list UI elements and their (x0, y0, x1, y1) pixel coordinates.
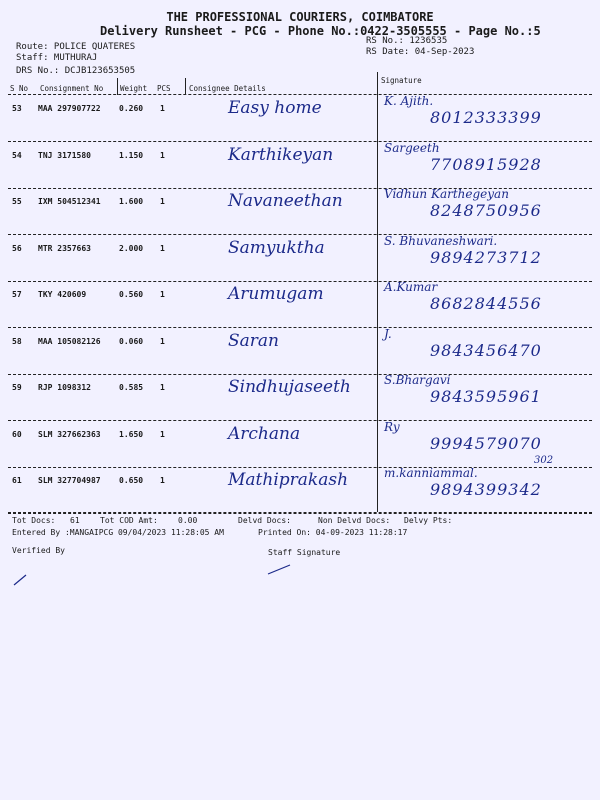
entered-by: Entered By :MANGAIPCG 09/04/2023 11:28:05 AM (12, 528, 224, 537)
col-pcs-header: PCS (157, 84, 171, 93)
runsheet-subtitle: Delivery Runsheet - PCG - Phone No.:0422-3505555 - Page No.:5 (100, 24, 541, 38)
row-sno: 56 (12, 244, 22, 253)
pen-tick-mark (14, 575, 26, 585)
col-sno-header: S No (10, 84, 29, 93)
row-weight: 1.650 (119, 430, 144, 439)
row-signature-name: Sargeeth (384, 141, 440, 155)
rs-number: RS No.: 1236535 (366, 36, 448, 46)
row-sno: 60 (12, 430, 22, 439)
row-signature-name: J. (384, 327, 392, 341)
row-signature-phone: 9843595961 (430, 387, 542, 406)
row-consignment-no: SLM 327662363 (38, 430, 101, 439)
non-delvd-docs-label: Non Delvd Docs: (318, 516, 391, 525)
row-signature-phone: 7708915928 (430, 155, 542, 174)
row-consignee-name: Sindhujaseeth (228, 377, 351, 397)
row-weight: 0.260 (119, 104, 144, 113)
row-signature-phone: 8248750956 (430, 201, 542, 220)
row-signature-phone: 9994579070 (430, 434, 542, 453)
row-weight: 1.150 (119, 151, 144, 160)
tot-cod-value: 0.00 (178, 516, 198, 525)
row-signature-name: m.kanniammal. (384, 466, 478, 480)
drs-number: DRS No.: DCJB123653505 (16, 66, 136, 76)
row-sno: 53 (12, 104, 22, 113)
row-pcs: 1 (160, 290, 165, 299)
tot-docs-label: Tot Docs: (12, 516, 56, 525)
row-weight: 1.600 (119, 197, 144, 206)
col-weight-header: Weight (120, 84, 148, 93)
row-sno: 54 (12, 151, 22, 160)
rs-date: RS Date: 04-Sep-2023 (366, 47, 475, 57)
row-consignment-no: SLM 327704987 (38, 476, 101, 485)
row-pcs: 1 (160, 430, 165, 439)
row-consignment-no: TKY 420609 (38, 290, 87, 299)
row-sno: 58 (12, 337, 22, 346)
row-consignment-no: MAA 105082126 (38, 337, 101, 346)
col-consignment-header: Consignment No (40, 84, 104, 93)
company-title: THE PROFESSIONAL COURIERS, COIMBATORE (166, 10, 434, 24)
row-signature-phone: 9894399342 (430, 480, 542, 499)
row-sno: 61 (12, 476, 22, 485)
row-consignee-name: Karthikeyan (228, 145, 334, 165)
row-pcs: 1 (160, 476, 165, 485)
row-consignment-no: IXM 504512341 (38, 197, 101, 206)
row-sno: 55 (12, 197, 22, 206)
row-weight: 0.650 (119, 476, 144, 485)
tot-cod-label: Tot COD Amt: (100, 516, 158, 525)
row-signature-name: K. Ajith. (384, 94, 434, 108)
row-weight: 2.000 (119, 244, 144, 253)
row-consignee-name: Mathiprakash (228, 470, 349, 490)
route-label: Route: POLICE QUATERES (16, 42, 136, 52)
row-consignee-name: Navaneethan (228, 191, 343, 211)
row-consignee-name: Samyuktha (228, 238, 325, 258)
row-consignment-no: MTR 2357663 (38, 244, 91, 253)
row-pcs: 1 (160, 104, 165, 113)
row-consignee-name: Archana (228, 424, 301, 444)
row-pcs: 1 (160, 197, 165, 206)
printed-on: Printed On: 04-09-2023 11:28:17 (258, 528, 408, 537)
row-pcs: 1 (160, 244, 165, 253)
row-signature-name: S.Bhargavi (384, 373, 451, 387)
row-signature-phone: 8012333399 (430, 108, 542, 127)
row-consignment-no: MAA 297907722 (38, 104, 101, 113)
row-pcs: 1 (160, 151, 165, 160)
verified-by-label: Verified By (12, 546, 65, 555)
row-signature-name: Ry (384, 420, 400, 434)
row-signature-phone: 8682844556 (430, 294, 542, 313)
staff-label: Staff: MUTHURAJ (16, 53, 98, 63)
row-weight: 0.560 (119, 290, 144, 299)
col-signature-header: Signature (381, 76, 422, 85)
row-consignment-no: RJP 1098312 (38, 383, 91, 392)
row-signature-phone: 9843456470 (430, 341, 542, 360)
row-pcs: 1 (160, 383, 165, 392)
row-signature-name: Vidhun Karthegeyan (384, 187, 509, 201)
staff-signature-label: Staff Signature (268, 548, 341, 557)
col-consignee-header: Consignee Details (189, 84, 266, 93)
row-consignee-name: Saran (228, 331, 279, 351)
pen-tick-mark (268, 565, 290, 574)
row-signature-name: S. Bhuvaneshwari. (384, 234, 498, 248)
row-pcs: 1 (160, 337, 165, 346)
delvy-pts-label: Delvy Pts: (404, 516, 453, 525)
row-consignee-name: Easy home (228, 98, 322, 118)
delvd-docs-label: Delvd Docs: (238, 516, 291, 525)
row-signature-name: A.Kumar (384, 280, 438, 294)
row-weight: 0.585 (119, 383, 144, 392)
row-annotation: 302 (534, 455, 554, 466)
row-weight: 0.060 (119, 337, 144, 346)
row-consignee-name: Arumugam (228, 284, 324, 304)
row-consignment-no: TNJ 3171580 (38, 151, 91, 160)
row-sno: 57 (12, 290, 22, 299)
row-signature-phone: 9894273712 (430, 248, 542, 267)
tot-docs-value: 61 (70, 516, 80, 525)
row-sno: 59 (12, 383, 22, 392)
